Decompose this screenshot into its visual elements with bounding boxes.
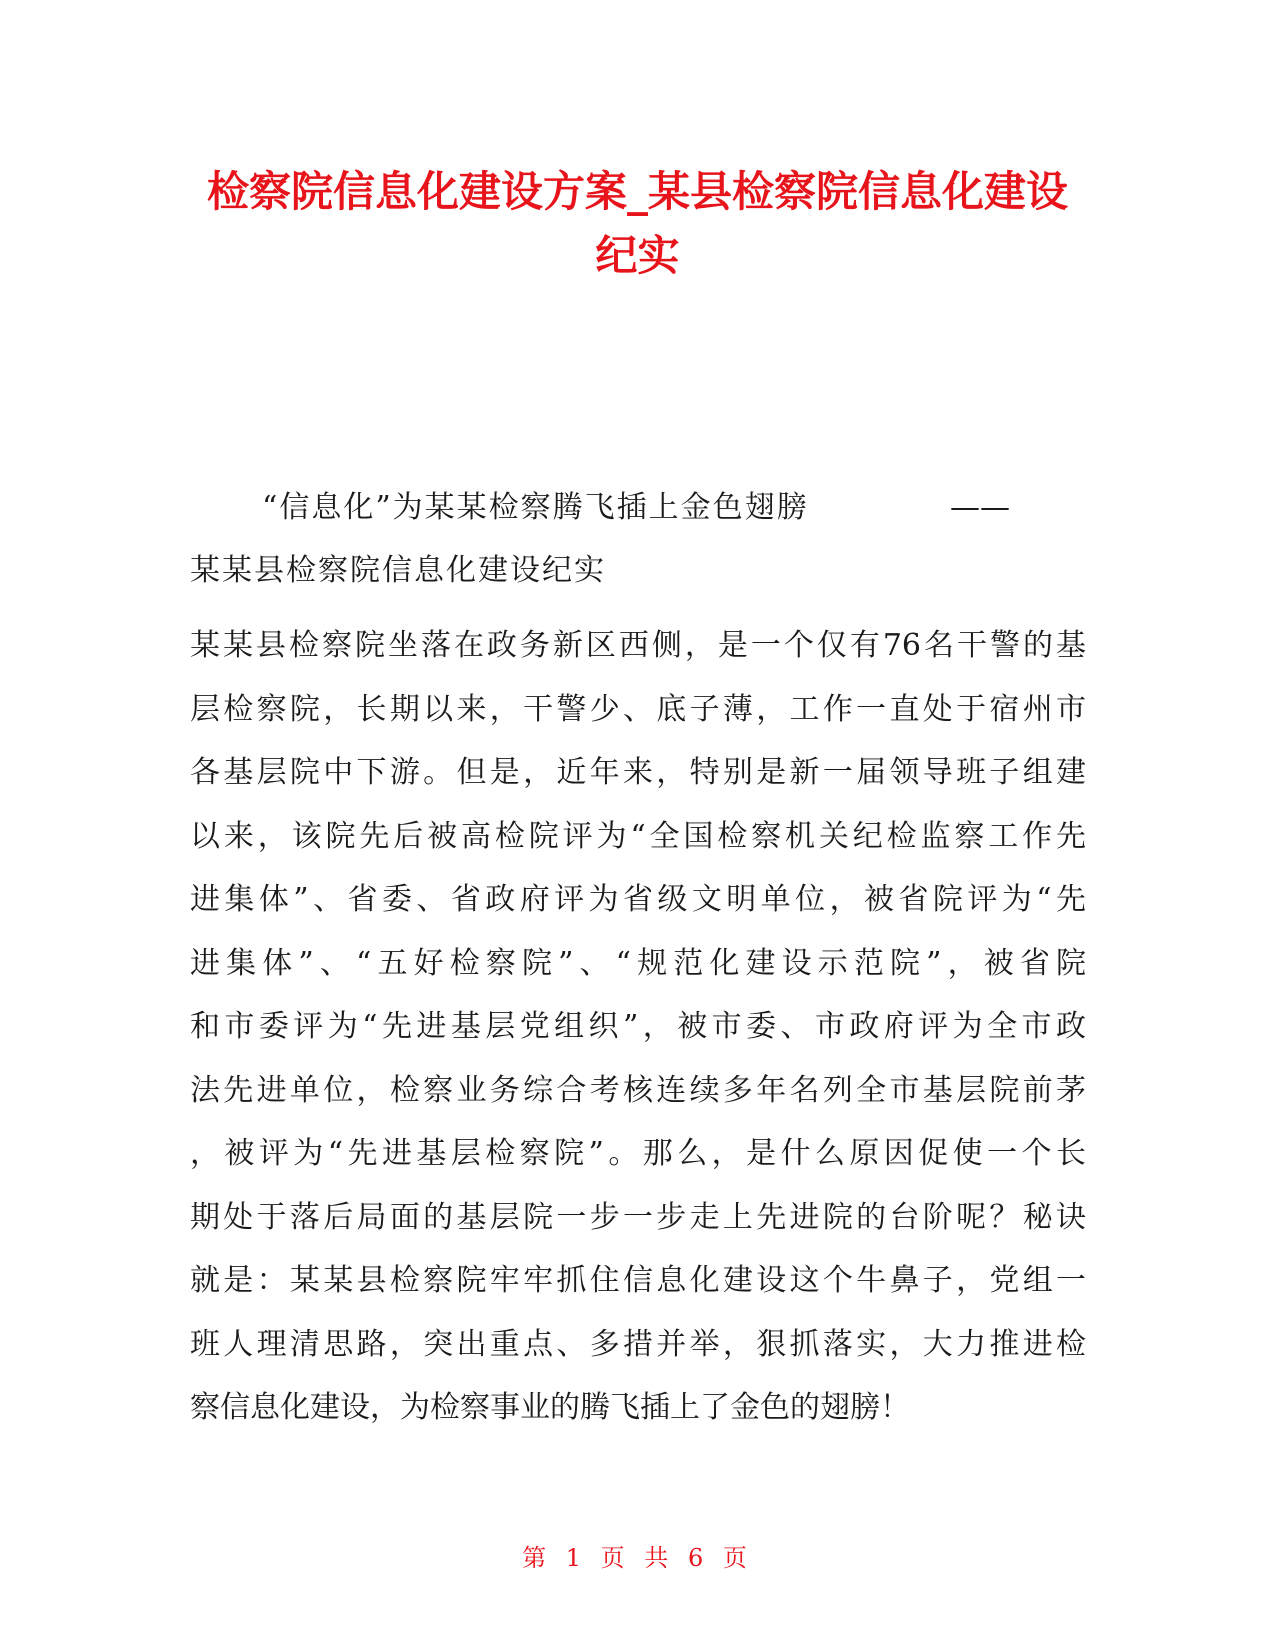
subtitle-dash: ——: [950, 490, 1010, 525]
body-line: 进集体”、“五好检察院”、“规范化建设示范院”，被省院: [190, 945, 1086, 981]
body-line: 班人理清思路，突出重点、多措并举，狠抓落实，大力推进检: [190, 1326, 1086, 1362]
body-line: 层检察院，长期以来，干警少、底子薄，工作一直处于宿州市: [190, 691, 1086, 727]
subtitle-heading: “信息化”为某某检察腾飞插上金色翅膀: [262, 490, 809, 525]
body-line: 就是：某某县检察院牢牢抓住信息化建设这个牛鼻子，党组一: [190, 1263, 1086, 1298]
body-line: 进集体”、省委、省政府评为省级文明单位，被省院评为“先: [190, 882, 1086, 917]
body-line: ，被评为“先进基层检察院”。那么，是什么原因促使一个长: [190, 1136, 1086, 1171]
body-paragraph: [190, 614, 1086, 1440]
document-title: [160, 160, 1115, 288]
body-line: 各基层院中下游。但是，近年来，特别是新一届领导班子组建: [190, 755, 1086, 790]
subtitle-subheading: 某某县检察院信息化建设纪实: [190, 553, 606, 588]
title-line-2: 纪实: [595, 231, 680, 280]
body-line: 以来，该院先后被高检院评为“全国检察机关纪检监察工作先: [190, 818, 1086, 854]
body-line: 和市委评为“先进基层党组织”，被市委、市政府评为全市政: [190, 1009, 1086, 1044]
body-line: 期处于落后局面的基层院一步一步走上先进院的台阶呢？秘诀: [190, 1199, 1086, 1235]
title-line-1: 检察院信息化建设方案_某县检察院信息化建设: [206, 167, 1068, 216]
body-line: 察信息化建设，为检察事业的腾飞插上了金色的翅膀！: [190, 1390, 910, 1425]
body-line: 法先进单位，检察业务综合考核连续多年名列全市基层院前茅: [190, 1072, 1086, 1108]
page-footer: 第 1 页 共 6 页: [522, 1544, 753, 1572]
body-line: 某某县检察院坐落在政务新区西侧，是一个仅有76名干警的基: [190, 628, 1086, 663]
